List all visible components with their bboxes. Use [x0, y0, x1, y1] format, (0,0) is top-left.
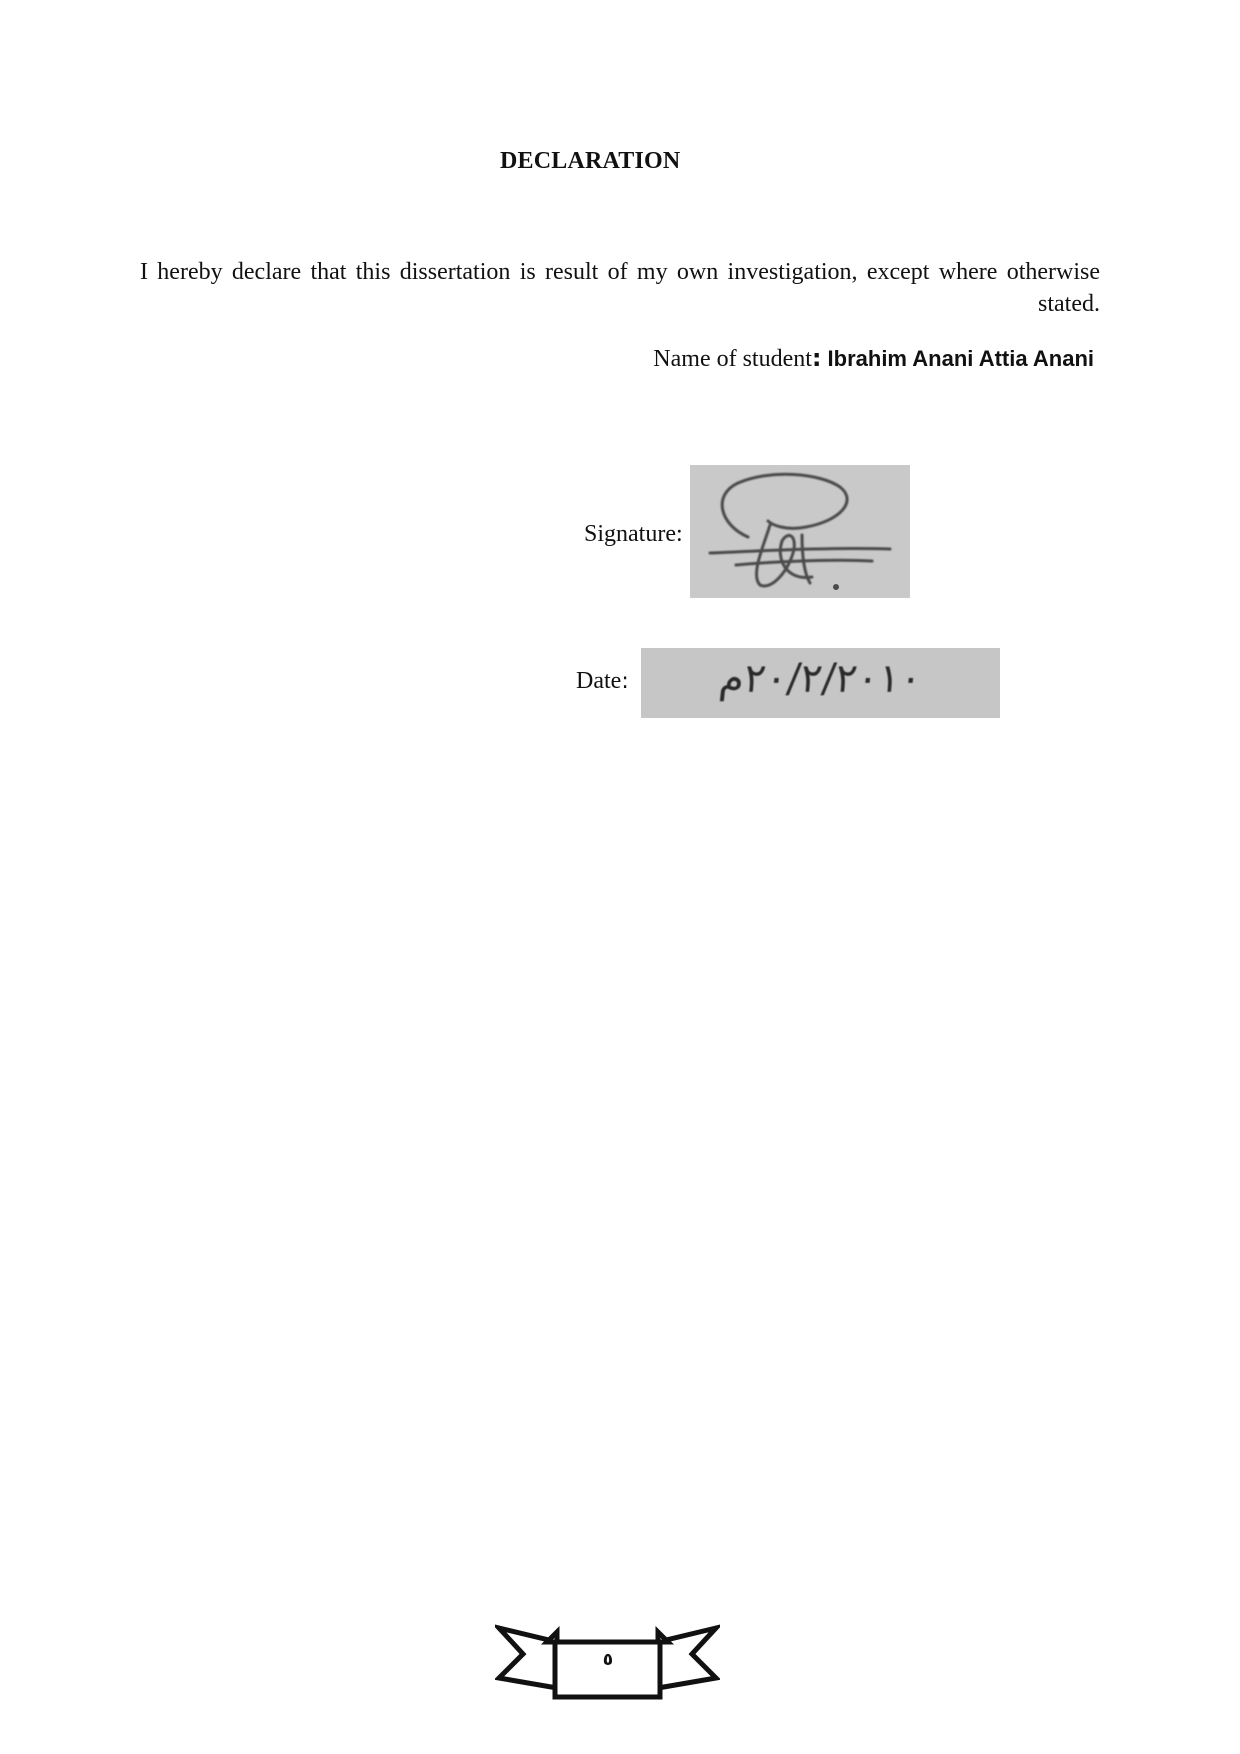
- handwritten-date: ٢٠/٢/٢٠١٠م: [717, 656, 924, 702]
- student-name-separator: :: [811, 344, 822, 372]
- handwritten-date-image: [641, 648, 1000, 718]
- date-label: [576, 668, 629, 695]
- date-label-text: Date: [576, 668, 622, 694]
- student-name-line: [653, 344, 1094, 373]
- student-name-label: Name of student: [653, 346, 812, 372]
- handwritten-signature: [690, 465, 910, 598]
- page-title: DECLARATION: [500, 148, 681, 174]
- signature-label: Signature:: [584, 521, 683, 547]
- date-separator: :: [621, 669, 629, 694]
- page-number: ٥: [602, 1650, 614, 1670]
- student-name: Ibrahim Anani Attia Anani: [827, 346, 1094, 371]
- signature-image: [690, 465, 910, 598]
- declaration-statement: I hereby declare that this dissertation is result of my own investigation, except where otherwise stated.: [140, 259, 1100, 317]
